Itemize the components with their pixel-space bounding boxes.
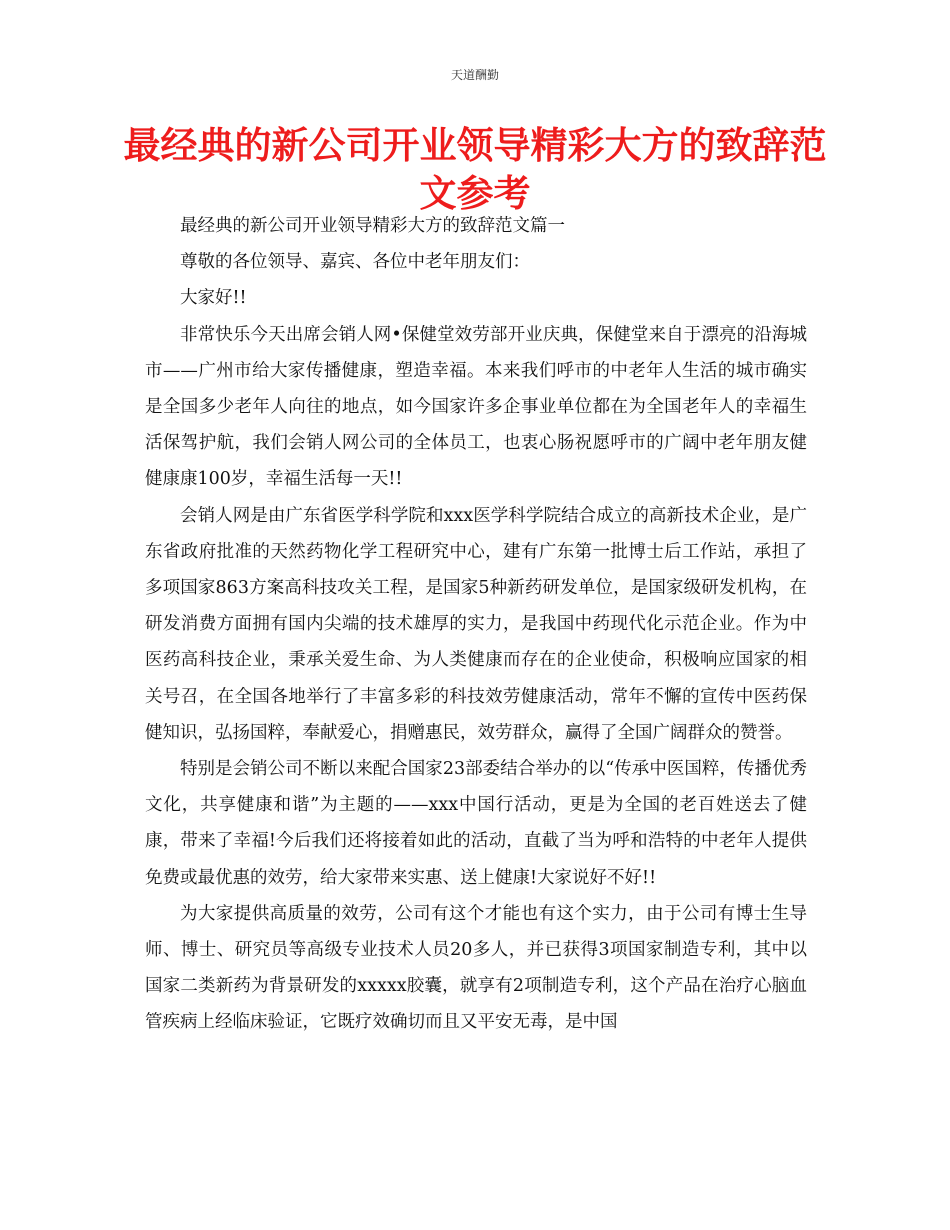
paragraph: 为大家提供高质量的效劳，公司有这个才能也有这个实力，由于公司有博士生导师、博士、研究员等高级专业技术人员20多人，并已获得3项国家制造专利，其中以国家二类新药为背景研发的xxxxx胶囊，就享有2项制造专利，这个产品在治疗心脑血管疾病上经临床验证，它既疗效确切而且又平安无毒，是中国 xyxy=(145,903,807,1033)
page-header: 天道酬勤 xyxy=(450,68,499,82)
paragraph: 特别是会销公司不断以来配合国家23部委结合举办的以“传承中医国粹，传播优秀文化，共享健康和谐”为主题的——xxx中国行活动，更是为全国的老百姓送去了健康，带来了幸福!今后我们还将接着如此的活动，直截了当为呼和浩特的中老年人提供免费或最优惠的效劳，给大家带来实惠、送上健康!大家说好不好!! xyxy=(145,759,807,888)
paragraph: 会销人网是由广东省医学科学院和xxx医学科学院结合成立的高新技术企业，是广东省政府批准的天然药物化学工程研究中心，建有广东第一批博士后工作站，承担了多项国家863方案高科技攻关工程，是国家5种新药研发单位，是国家级研发机构，在研发消费方面拥有国内尖端的技术雄厚的实力，是我国中药现代化示范企业。作为中医药高科技企业，秉承关爱生命、为人类健康而存在的企业使命，积极响应国家的相关号召，在全国各地举行了丰富多彩的科技效劳健康活动，常年不懈的宣传中医药保健知识，弘扬国粹，奉献爱心，捐赠惠民，效劳群众，赢得了全国广阔群众的赞誉。 xyxy=(145,505,807,743)
paragraph: 非常快乐今天出席会销人网•保健堂效劳部开业庆典，保健堂来自于漂亮的沿海城市——广州市给大家传播健康，塑造幸福。本来我们呼市的中老年人生活的城市确实是全国多少老年人向往的地点，如今国家许多企事业单位都在为全国老年人的幸福生活保驾护航，我们会销人网公司的全体员工，也衷心肠祝愿呼市的广阔中老年朋友健健康康100岁，幸福生活每一天!! xyxy=(145,324,807,490)
paragraph: 大家好!! xyxy=(180,288,247,309)
document-body xyxy=(145,208,807,1041)
paragraph: 尊敬的各位领导、嘉宾、各位中老年朋友们： xyxy=(180,252,530,273)
paragraph: 最经典的新公司开业领导精彩大方的致辞范文篇一 xyxy=(180,216,565,236)
document-title: 最经典的新公司开业领导精彩大方的致辞范文参考 xyxy=(123,124,827,215)
